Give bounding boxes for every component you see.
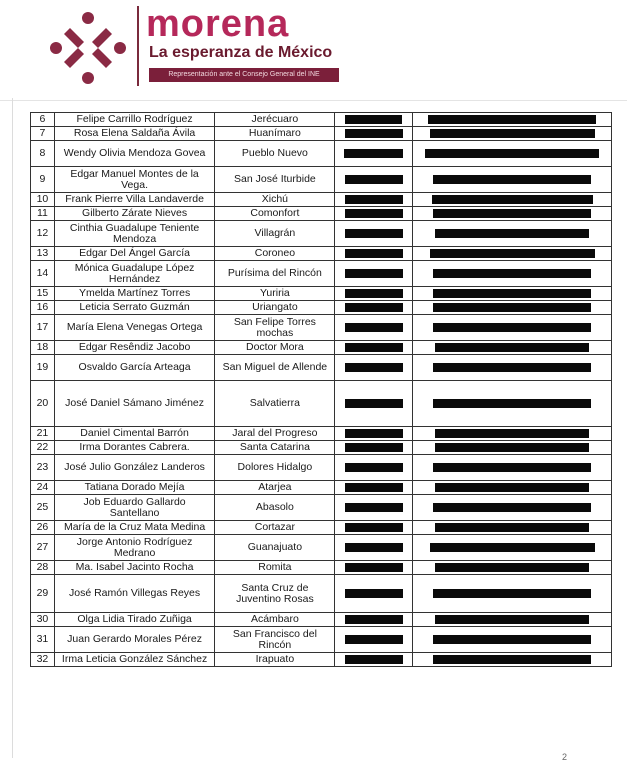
candidate-name: Ma. Isabel Jacinto Rocha (54, 561, 215, 575)
redaction-bar (345, 563, 403, 572)
redacted-cell (413, 247, 612, 261)
redacted-cell (413, 627, 612, 653)
redaction-bar (435, 229, 589, 238)
municipality: Santa Cruz de Juventino Rosas (215, 575, 335, 613)
redaction-bar (345, 175, 403, 184)
redacted-cell (335, 193, 413, 207)
redaction-bar (345, 129, 403, 138)
redacted-cell (413, 381, 612, 427)
row-number: 22 (31, 441, 55, 455)
redaction-bar (433, 363, 591, 372)
redacted-cell (413, 193, 612, 207)
municipality: Guanajuato (215, 535, 335, 561)
redaction-bar (430, 249, 595, 258)
redaction-bar (430, 129, 595, 138)
redaction-bar (433, 209, 591, 218)
candidate-name: Daniel Cimental Barrón (54, 427, 215, 441)
redacted-cell (413, 535, 612, 561)
redaction-bar (433, 503, 591, 512)
redaction-bar (435, 563, 589, 572)
redacted-cell (413, 455, 612, 481)
redaction-bar (345, 115, 402, 124)
candidate-name: Olga Lidia Tirado Zuñiga (54, 613, 215, 627)
redaction-bar (435, 429, 589, 438)
redaction-bar (345, 589, 403, 598)
redaction-bar (433, 635, 591, 644)
redaction-bar (345, 289, 403, 298)
redaction-bar (345, 523, 403, 532)
municipality: Salvatierra (215, 381, 335, 427)
redacted-cell (413, 653, 612, 667)
redaction-bar (344, 149, 403, 158)
redaction-bar (433, 175, 591, 184)
table-row (31, 207, 612, 221)
table-row (31, 127, 612, 141)
candidate-name: Frank Pierre Villa Landaverde (54, 193, 215, 207)
table-row (31, 427, 612, 441)
candidate-name: José Julio González Landeros (54, 455, 215, 481)
candidate-name: José Daniel Sámano Jiménez (54, 381, 215, 427)
redacted-cell (335, 455, 413, 481)
page-number: 2 (562, 752, 568, 762)
page-edge (0, 100, 627, 101)
redacted-cell (413, 481, 612, 495)
candidate-name: José Ramón Villegas Reyes (54, 575, 215, 613)
redacted-cell (335, 247, 413, 261)
table-row (31, 613, 612, 627)
table-row (31, 653, 612, 667)
redaction-bar (345, 363, 403, 372)
municipality: Yuriria (215, 287, 335, 301)
redacted-cell (335, 261, 413, 287)
municipality: Pueblo Nuevo (215, 141, 335, 167)
candidate-name: Edgar Del Ángel García (54, 247, 215, 261)
redaction-bar (435, 523, 589, 532)
redacted-cell (335, 381, 413, 427)
redacted-cell (413, 127, 612, 141)
row-number: 24 (31, 481, 55, 495)
table-row (31, 455, 612, 481)
municipality: San Francisco del Rincón (215, 627, 335, 653)
redaction-bar (435, 443, 589, 452)
municipality: Villagrán (215, 221, 335, 247)
table-row (31, 141, 612, 167)
redaction-bar (425, 149, 599, 158)
candidate-name: Cinthia Guadalupe Teniente Mendoza (54, 221, 215, 247)
redacted-cell (335, 221, 413, 247)
municipality: Purísima del Rincón (215, 261, 335, 287)
row-number: 21 (31, 427, 55, 441)
redacted-cell (413, 141, 612, 167)
redacted-cell (413, 575, 612, 613)
redacted-cell (335, 167, 413, 193)
brand-name: morena (146, 3, 290, 45)
municipality: Irapuato (215, 653, 335, 667)
redacted-cell (335, 441, 413, 455)
row-number: 16 (31, 301, 55, 315)
municipality: Huanímaro (215, 127, 335, 141)
municipality: Abasolo (215, 495, 335, 521)
redaction-bar (345, 399, 403, 408)
redacted-cell (413, 315, 612, 341)
row-number: 7 (31, 127, 55, 141)
brand-tagline: La esperanza de México (149, 44, 333, 61)
redaction-bar (345, 343, 403, 352)
redaction-bar (345, 303, 403, 312)
candidate-name: María de la Cruz Mata Medina (54, 521, 215, 535)
redacted-cell (335, 315, 413, 341)
redacted-cell (413, 613, 612, 627)
candidate-name: Osvaldo García Arteaga (54, 355, 215, 381)
municipality: Jerécuaro (215, 113, 335, 127)
redaction-bar (435, 483, 589, 492)
redaction-bar (428, 115, 596, 124)
redacted-cell (413, 221, 612, 247)
redacted-cell (335, 495, 413, 521)
redacted-cell (413, 287, 612, 301)
redaction-bar (430, 543, 595, 552)
redacted-cell (335, 287, 413, 301)
page-margin-line (12, 98, 13, 758)
redacted-cell (335, 653, 413, 667)
redaction-bar (345, 635, 403, 644)
municipality: Xichú (215, 193, 335, 207)
redaction-bar (345, 483, 403, 492)
redacted-cell (413, 355, 612, 381)
row-number: 15 (31, 287, 55, 301)
municipality: Acámbaro (215, 613, 335, 627)
redaction-bar (345, 543, 403, 552)
redaction-bar (433, 289, 591, 298)
table-row (31, 575, 612, 613)
municipality: Cortazar (215, 521, 335, 535)
redacted-cell (413, 521, 612, 535)
redaction-bar (345, 269, 403, 278)
redacted-cell (335, 561, 413, 575)
redaction-bar (432, 195, 593, 204)
redacted-cell (335, 113, 413, 127)
row-number: 17 (31, 315, 55, 341)
table-row (31, 193, 612, 207)
table-row (31, 535, 612, 561)
redacted-cell (413, 341, 612, 355)
table-row (31, 247, 612, 261)
row-number: 28 (31, 561, 55, 575)
candidate-name: Edgar Manuel Montes de la Vega. (54, 167, 215, 193)
redacted-cell (335, 481, 413, 495)
row-number: 32 (31, 653, 55, 667)
table-row (31, 381, 612, 427)
redaction-bar (433, 463, 591, 472)
table-row (31, 315, 612, 341)
candidate-name: Edgar Resêndiz Jacobo (54, 341, 215, 355)
redacted-cell (335, 301, 413, 315)
redaction-bar (345, 503, 403, 512)
row-number: 31 (31, 627, 55, 653)
redaction-bar (433, 323, 591, 332)
table-row (31, 441, 612, 455)
redacted-cell (413, 495, 612, 521)
redaction-bar (345, 615, 403, 624)
redaction-bar (345, 323, 403, 332)
representation-band: Representación ante el Consejo General del INE (149, 68, 339, 82)
redaction-bar (345, 429, 403, 438)
redacted-cell (413, 561, 612, 575)
table-row (31, 481, 612, 495)
table-row (31, 167, 612, 193)
row-number: 13 (31, 247, 55, 261)
table-row (31, 355, 612, 381)
redaction-bar (345, 249, 403, 258)
redaction-bar (435, 343, 589, 352)
table-row (31, 301, 612, 315)
redacted-cell (335, 521, 413, 535)
candidate-table-body (31, 113, 612, 667)
municipality: Dolores Hidalgo (215, 455, 335, 481)
redaction-bar (345, 209, 403, 218)
redacted-cell (413, 167, 612, 193)
municipality: San Miguel de Allende (215, 355, 335, 381)
redaction-bar (433, 269, 591, 278)
table-row (31, 521, 612, 535)
row-number: 11 (31, 207, 55, 221)
redacted-cell (335, 627, 413, 653)
redaction-bar (345, 463, 403, 472)
redacted-cell (335, 535, 413, 561)
table-row (31, 627, 612, 653)
candidate-name: Irma Dorantes Cabrera. (54, 441, 215, 455)
candidate-name: María Elena Venegas Ortega (54, 315, 215, 341)
row-number: 12 (31, 221, 55, 247)
candidate-table (30, 112, 612, 667)
row-number: 25 (31, 495, 55, 521)
row-number: 9 (31, 167, 55, 193)
redacted-cell (335, 575, 413, 613)
candidate-name: Juan Gerardo Morales Pérez (54, 627, 215, 653)
row-number: 10 (31, 193, 55, 207)
redacted-cell (413, 427, 612, 441)
redacted-cell (335, 427, 413, 441)
row-number: 19 (31, 355, 55, 381)
row-number: 26 (31, 521, 55, 535)
table-row (31, 261, 612, 287)
redacted-cell (413, 441, 612, 455)
redaction-bar (345, 229, 403, 238)
table-row (31, 113, 612, 127)
candidate-name: Rosa Elena Saldaña Ávila (54, 127, 215, 141)
morena-logo-icon (48, 10, 128, 86)
table-row (31, 221, 612, 247)
redacted-cell (335, 127, 413, 141)
row-number: 27 (31, 535, 55, 561)
redacted-cell (335, 341, 413, 355)
redaction-bar (433, 399, 591, 408)
table-row (31, 495, 612, 521)
municipality: Atarjea (215, 481, 335, 495)
redacted-cell (335, 207, 413, 221)
row-number: 23 (31, 455, 55, 481)
row-number: 29 (31, 575, 55, 613)
table-row (31, 341, 612, 355)
redaction-bar (345, 443, 403, 452)
municipality: Coroneo (215, 247, 335, 261)
redaction-bar (433, 589, 591, 598)
redaction-bar (433, 655, 591, 664)
row-number: 20 (31, 381, 55, 427)
candidate-name: Leticia Serrato Guzmán (54, 301, 215, 315)
redacted-cell (335, 141, 413, 167)
municipality: Jaral del Progreso (215, 427, 335, 441)
redaction-bar (435, 615, 589, 624)
redacted-cell (413, 261, 612, 287)
candidate-name: Job Eduardo Gallardo Santellano (54, 495, 215, 521)
candidate-name: Jorge Antonio Rodríguez Medrano (54, 535, 215, 561)
candidate-name: Felipe Carrillo Rodríguez (54, 113, 215, 127)
row-number: 30 (31, 613, 55, 627)
municipality: Romita (215, 561, 335, 575)
municipality: Comonfort (215, 207, 335, 221)
table-row (31, 561, 612, 575)
redacted-cell (335, 613, 413, 627)
redacted-cell (413, 207, 612, 221)
redaction-bar (433, 303, 591, 312)
candidate-name: Mónica Guadalupe López Hernández (54, 261, 215, 287)
candidate-name: Tatiana Dorado Mejía (54, 481, 215, 495)
row-number: 18 (31, 341, 55, 355)
redaction-bar (345, 195, 403, 204)
table-row (31, 287, 612, 301)
candidate-name: Irma Leticia González Sánchez (54, 653, 215, 667)
municipality: San Felipe Torres mochas (215, 315, 335, 341)
header-divider (137, 6, 139, 86)
row-number: 8 (31, 141, 55, 167)
municipality: Doctor Mora (215, 341, 335, 355)
row-number: 6 (31, 113, 55, 127)
candidate-name: Ymelda Martínez Torres (54, 287, 215, 301)
municipality: Santa Catarina (215, 441, 335, 455)
redacted-cell (413, 301, 612, 315)
municipality: San José Iturbide (215, 167, 335, 193)
row-number: 14 (31, 261, 55, 287)
redacted-cell (335, 355, 413, 381)
document-header (0, 0, 627, 92)
municipality: Uriangato (215, 301, 335, 315)
candidate-name: Wendy Olivia Mendoza Govea (54, 141, 215, 167)
redacted-cell (413, 113, 612, 127)
candidate-name: Gilberto Zárate Nieves (54, 207, 215, 221)
redaction-bar (345, 655, 403, 664)
